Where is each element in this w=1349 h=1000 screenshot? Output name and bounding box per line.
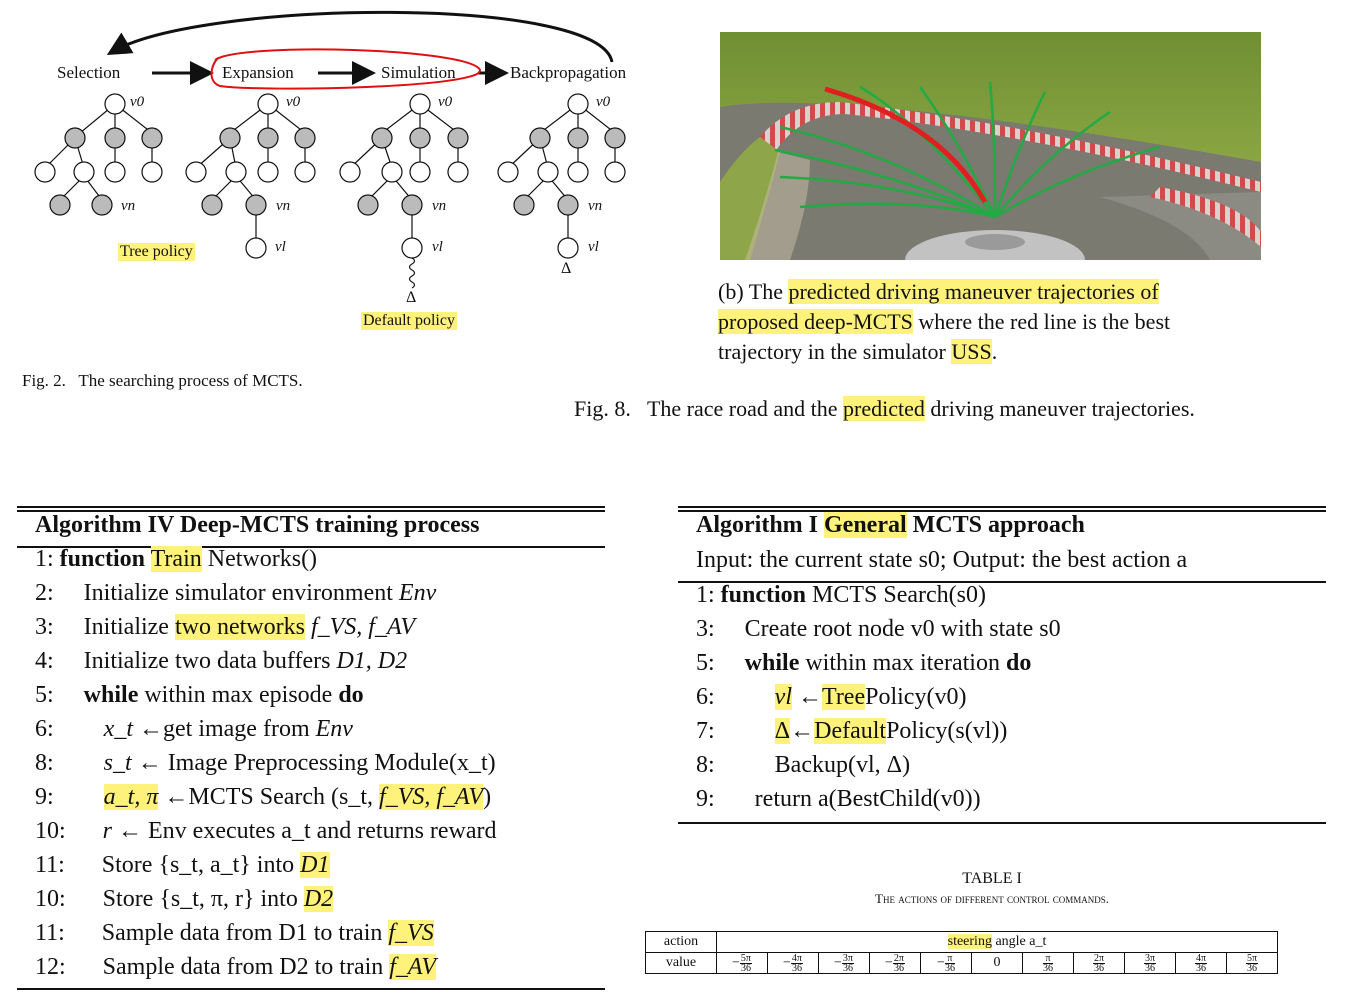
algo4-line: 9: a_t, π ←MCTS Search (s_t, f_VS, f_AV) xyxy=(35,784,492,810)
fig8-caption xyxy=(574,396,1195,422)
value-cell: − $\frac{4\pi}{36}$ xyxy=(768,953,819,974)
algo1-title: Algorithm I General MCTS approach xyxy=(696,512,1085,538)
node-label-vn: vn xyxy=(588,198,603,214)
algo4-line: 10: r ← Env executes a_t and returns reward xyxy=(35,818,497,844)
node-label-vl: vl xyxy=(275,239,286,255)
caption-text: Fig. 8. The race road and the xyxy=(574,396,844,421)
mcts-figure xyxy=(0,0,680,400)
tree-simulation xyxy=(340,94,468,288)
stage-expansion: Expansion xyxy=(222,63,294,82)
tree-policy-label: Tree policy xyxy=(120,243,193,260)
fig2-caption: Fig. 2. The searching process of MCTS. xyxy=(22,371,303,390)
algorithm-i xyxy=(670,500,1340,840)
value-cell: $\frac{5\pi}{36}$ xyxy=(1227,953,1278,974)
row-label: value xyxy=(646,953,717,974)
algo4-line: 6: x_t ←get image from Env xyxy=(35,716,353,742)
road-scene xyxy=(720,32,1261,260)
stage-backpropagation: Backpropagation xyxy=(510,63,627,82)
algo4-line: 1: function Train Networks() xyxy=(35,546,318,572)
caption-highlight: proposed deep-MCTS xyxy=(718,309,913,334)
default-policy-label: Default policy xyxy=(363,312,455,329)
node-label-vn: vn xyxy=(276,198,291,214)
algo4-line: 2: Initialize simulator environment Env xyxy=(35,580,437,606)
action-header: steering angle a_t xyxy=(717,932,1278,953)
algo1-line: 7: Δ←DefaultPolicy(s(vl)) xyxy=(696,718,1008,744)
algo4-line: 5: while within max episode do xyxy=(35,682,364,708)
control-table xyxy=(645,931,1278,974)
delta-label: Δ xyxy=(406,289,417,306)
caption-highlight: USS xyxy=(951,339,992,364)
node-label-v0: v0 xyxy=(596,94,611,110)
road-image xyxy=(720,32,1261,260)
value-cell: $\frac{2\pi}{36}$ xyxy=(1074,953,1125,974)
tree-expansion xyxy=(186,94,315,258)
algo1-io: Input: the current state s0; Output: the best action a xyxy=(696,547,1188,573)
caption-highlight: predicted driving maneuver trajectories of xyxy=(788,279,1159,304)
caption-text: where the red line is the best xyxy=(912,309,1171,334)
caption-highlight: predicted xyxy=(843,396,925,421)
mcts-diagram xyxy=(0,0,680,400)
algo1-line: 1: function MCTS Search(s0) xyxy=(696,582,987,608)
value-cell: $\frac{4\pi}{36}$ xyxy=(1176,953,1227,974)
table-row xyxy=(646,932,1278,953)
algo4-line: 8: s_t ← Image Preprocessing Module(x_t) xyxy=(35,750,496,776)
algo4-title: Algorithm IV Deep-MCTS training process xyxy=(35,512,480,538)
value-cell: − $\frac{\pi}{36}$ xyxy=(921,953,972,974)
table-subtitle: The actions of different control commands. xyxy=(875,891,1109,906)
algo1-line: 5: while within max iteration do xyxy=(696,650,1032,676)
stage-simulation: Simulation xyxy=(381,63,456,82)
delta-label: Δ xyxy=(561,260,572,277)
caption-text: trajectory in the simulator xyxy=(718,339,952,364)
algo4-line: 12: Sample data from D2 to train f_AV xyxy=(35,954,437,980)
algo1-line: 6: vl ←TreePolicy(v0) xyxy=(696,684,967,710)
value-cell: − $\frac{2\pi}{36}$ xyxy=(870,953,921,974)
value-cell: $\frac{3\pi}{36}$ xyxy=(1125,953,1176,974)
row-label: action xyxy=(646,932,717,953)
caption-text: . xyxy=(991,339,998,364)
algo4-line: 11: Sample data from D1 to train f_VS xyxy=(35,920,434,946)
value-cell: $\frac{\pi}{36}$ xyxy=(1023,953,1074,974)
tree-backprop xyxy=(498,94,625,258)
table-row xyxy=(646,953,1278,974)
node-label-v0: v0 xyxy=(438,94,453,110)
fig8b-caption xyxy=(718,277,1263,367)
algorithm-iv xyxy=(0,500,620,1000)
node-label-vn: vn xyxy=(121,198,136,214)
tree-selection xyxy=(35,94,162,215)
node-label-vn: vn xyxy=(432,198,447,214)
algo4-line: 4: Initialize two data buffers D1, D2 xyxy=(35,648,408,674)
value-cell: − $\frac{5\pi}{36}$ xyxy=(717,953,768,974)
value-cell: 0 xyxy=(972,953,1023,974)
algo4-line: 3: Initialize two networks f_VS, f_AV xyxy=(35,614,416,640)
caption-text: (b) The xyxy=(718,279,789,304)
algo4-line: 11: Store {s_t, a_t} into D1 xyxy=(35,852,330,878)
backprop-loop-arrow xyxy=(112,12,612,62)
algo1-line: 3: Create root node v0 with state s0 xyxy=(696,616,1061,642)
table-title: TABLE I xyxy=(962,870,1022,887)
value-cell: − $\frac{3\pi}{36}$ xyxy=(819,953,870,974)
caption-text: driving maneuver trajectories. xyxy=(924,396,1195,421)
node-label-vl: vl xyxy=(588,239,599,255)
algo1-line: 9: return a(BestChild(v0)) xyxy=(696,786,981,812)
stage-selection: Selection xyxy=(57,63,121,82)
node-label-v0: v0 xyxy=(130,94,145,110)
algo1-line: 8: Backup(vl, Δ) xyxy=(696,752,911,778)
algo4-line: 10: Store {s_t, π, r} into D2 xyxy=(35,886,334,912)
node-label-vl: vl xyxy=(432,239,443,255)
node-label-v0: v0 xyxy=(286,94,301,110)
